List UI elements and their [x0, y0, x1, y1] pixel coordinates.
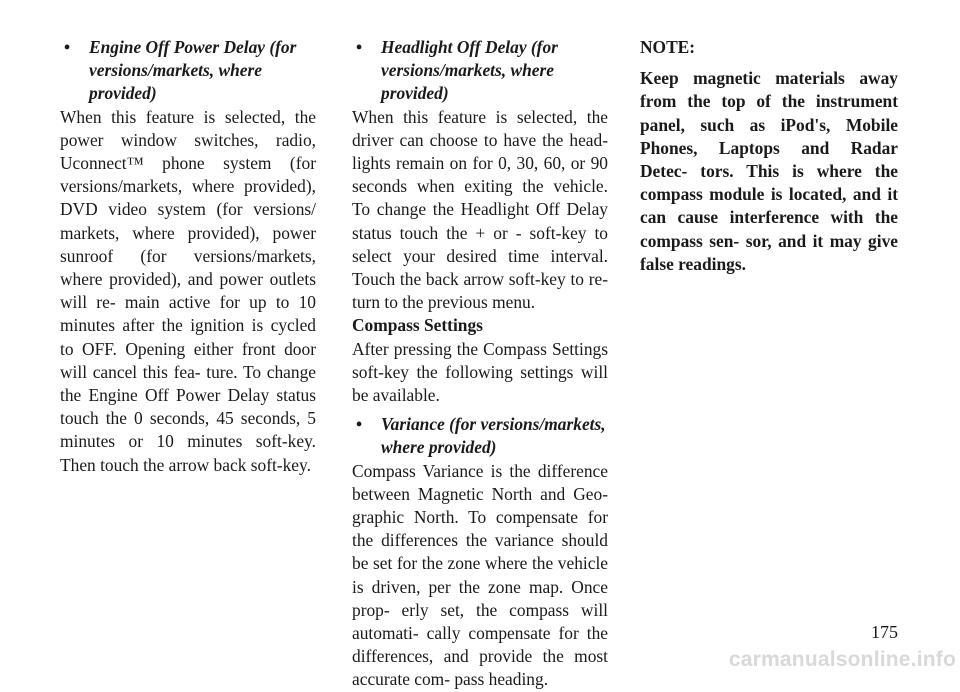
bullet-headlight-off-delay: [352, 36, 608, 106]
bullet-title: Headlight Off Delay (for versions/markets, where provided): [381, 37, 558, 104]
bullet-dot: •: [355, 37, 363, 57]
paragraph-variance: Compass Variance is the difference between Magnetic North and Geo- graphic North. To compensate for the differences the variance should be set for the zone where the vehicle is driven, per the zone map. Once prop- erly set, the compass will automati- cally compensate for the differences, and provide the most accurate com- pass heading.: [352, 460, 608, 690]
bullet-title: Variance (for versions/markets, where provided): [381, 414, 606, 458]
column-right: [640, 36, 898, 276]
bullet-title: Engine Off Power Delay (for versions/markets, where provided): [89, 37, 297, 104]
page-number: 175: [871, 622, 898, 642]
column-middle: [352, 36, 608, 692]
paragraph-engine-off-power-delay: When this feature is selected, the power window switches, radio, Uconnect™ phone system (for versions/markets, where provided), DVD video system (for versions/ markets, where provided), power sunroof (for versions/markets, where provided), and power outlets will re- main active for up to 10 minutes after the ignition is cycled to OFF. Opening either front door will cancel this fea- ture. To change the Engine Off Power Delay status touch the 0 seconds, 45 seconds, 5 minutes or 10 minutes soft-key. Then touch the arrow back soft-key.: [60, 106, 316, 475]
note-title: NOTE:: [640, 37, 696, 57]
bullet-dot: •: [355, 414, 363, 435]
paragraph-compass-settings: After pressing the Compass Settings soft-key the following settings will be available.: [352, 338, 608, 406]
watermark: carmanualsonline.info: [728, 648, 956, 671]
bullet-dot: •: [63, 37, 71, 57]
note-body: Keep magnetic materials away from the top of the instrument panel, such as iPod's, Mobile Phones, Laptops and Radar Detec- tors. This is where the compass module is located, and it can cause interference with the compass sen- sor, and it may give false readings.: [640, 68, 898, 274]
bullet-engine-off-power-delay: [60, 36, 316, 106]
section-heading-compass-settings: Compass Settings: [352, 315, 483, 336]
bullet-variance: [352, 413, 608, 459]
paragraph-headlight-off-delay: When this feature is selected, the driver can choose to have the head- lights remain on for 0, 30, 60, or 90 seconds when exiting the vehicle. To change the Headlight Off Delay status touch the + or - soft-key to select your desired time interval. Touch the back arrow soft-key to re- turn to the previous menu.: [352, 106, 608, 313]
column-left: [60, 36, 316, 477]
